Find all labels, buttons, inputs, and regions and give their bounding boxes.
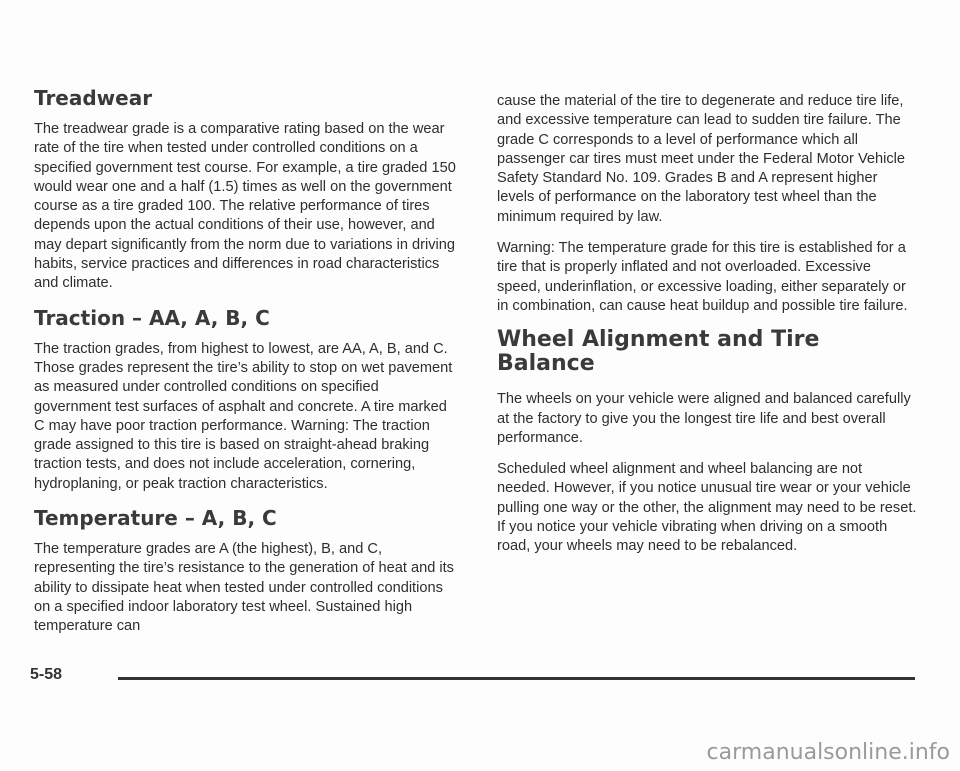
watermark: carmanualsonline.info	[706, 740, 950, 765]
left-column	[34, 86, 459, 649]
temperature-continued-paragraph: cause the material of the tire to degenerate and reduce tire life, and excessive temperature can lead to sudden tire failure. The grade C corresponds to a level of performance which all passenger car tires must meet under the Federal Motor Vehicle Safety Standard No. 109. Grades B and A represent higher levels of performance on the laboratory test wheel than the minimum required by law.	[497, 93, 906, 225]
traction-paragraph: The traction grades, from highest to lowest, are AA, A, B, and C. Those grades represent the tire’s ability to stop on wet pavement as measured under controlled conditions on specified government test surfaces of asphalt and concrete. A tire marked C may have poor traction performance. Warning: The traction grade assigned to this tire is based on straight-ahead braking traction tests, and does not include acceleration, cornering, hydroplaning, or peak traction characteristics.	[34, 340, 453, 492]
page-number: 5-58	[30, 666, 63, 683]
right-column	[497, 92, 917, 569]
traction-heading: Traction – AA, A, B, C	[34, 305, 270, 330]
treadwear-paragraph: The treadwear grade is a comparative rating based on the wear rate of the tire when tested under controlled conditions on a specified government test course. For example, a tire graded 150 would wear one and a half (1.5) times as well on the government course as a tire graded 100. The relative performance of tires depends upon the actual conditions of their use, however, and may depart significantly from the norm due to variations in driving habits, service practices and differences in road characteristics and climate.	[34, 121, 456, 292]
treadwear-heading: Treadwear	[34, 86, 153, 110]
alignment-paragraph-1: The wheels on your vehicle were aligned and balanced carefully at the factory to give you the longest tire life and best overall performance.	[497, 391, 911, 446]
alignment-heading: Wheel Alignment and Tire Balance	[497, 327, 820, 377]
temperature-warning-paragraph: Warning: The temperature grade for this tire is established for a tire that is properly inflated and not overloaded. Excessive speed, underinflation, or excessive loading, either separately or in combination, can cause heat buildup and possible tire failure.	[497, 240, 908, 314]
temperature-paragraph: The temperature grades are A (the highest), B, and C, representing the tire’s resistance to the generation of heat and its ability to dissipate heat when tested under controlled conditions on a specified indoor laboratory test wheel. Sustained high temperature can	[34, 541, 454, 635]
footer-rule	[118, 677, 915, 680]
alignment-paragraph-2: Scheduled wheel alignment and wheel balancing are not needed. However, if you notice unusual tire wear or your vehicle pulling one way or the other, the alignment may need to be reset. If you notice your vehicle vibrating when driving on a smooth road, your wheels may need to be rebalanced.	[497, 461, 917, 555]
temperature-heading: Temperature – A, B, C	[34, 506, 277, 531]
